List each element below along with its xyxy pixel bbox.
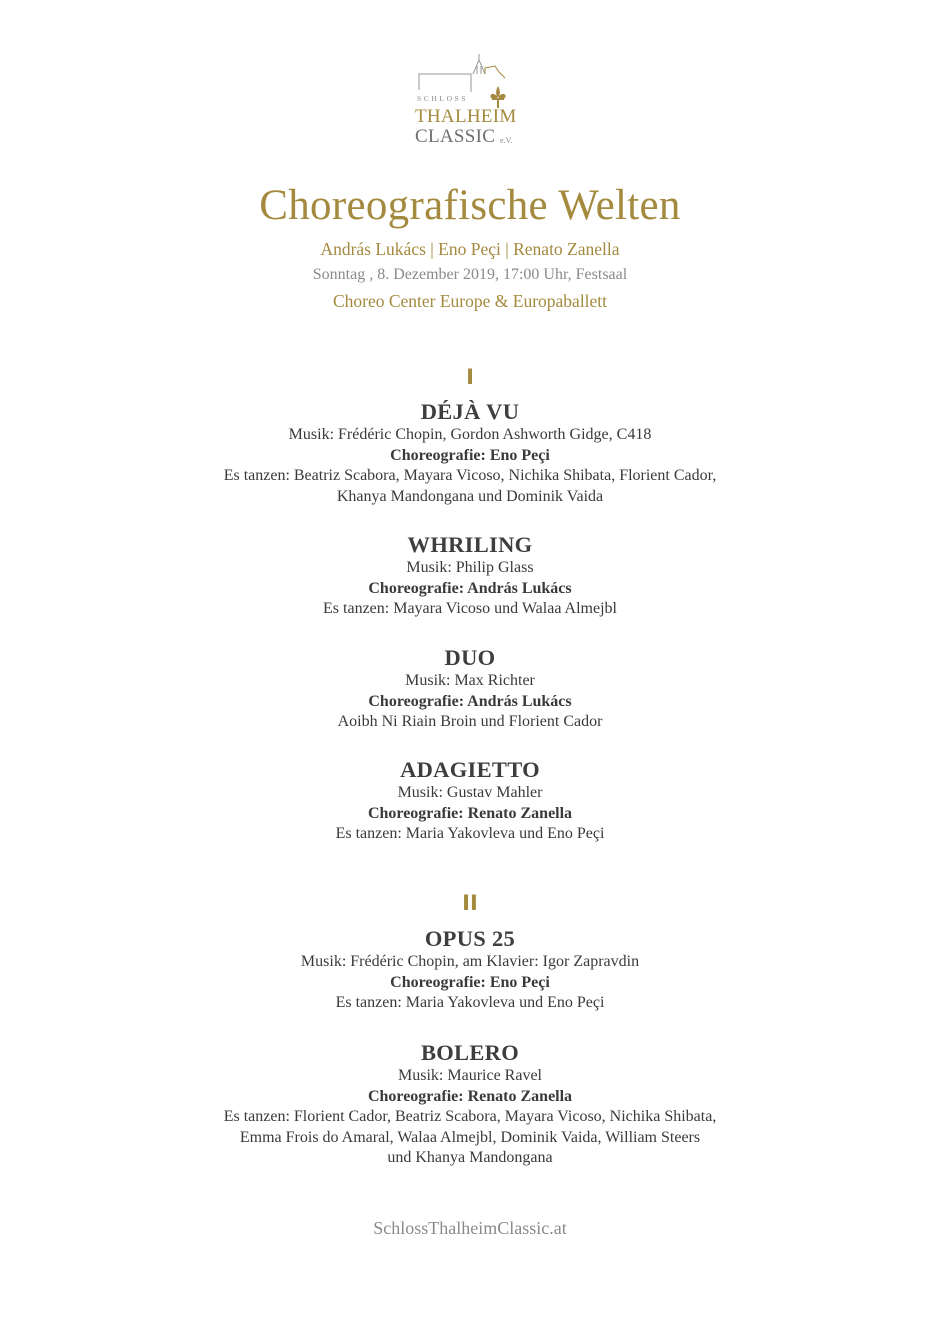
piece-choreography: Choreografie: Eno Peçi [390, 446, 550, 464]
piece-music: Musik: Gustav Mahler [397, 784, 543, 801]
piece-dancers-cont: Khanya Mandongana und Dominik Vaida [336, 487, 604, 505]
piece-bolero [0, 1040, 940, 1169]
schloss-thalheim-logo [413, 52, 523, 152]
logo-small-text: SCHLOSS [417, 94, 469, 103]
page-title: Choreografische Welten [259, 182, 681, 229]
piece-deja-vu [0, 399, 940, 507]
part-numeral-1: I [466, 365, 474, 389]
piece-music: Musik: Maurice Ravel [398, 1067, 542, 1084]
piece-dancers: Aoibh Ni Riain Broin und Florient Cador [337, 713, 603, 730]
piece-music: Musik: Frédéric Chopin, Gordon Ashworth Gidge, C418 [288, 426, 652, 443]
piece-dancers: Es tanzen: Maria Yakovleva und Eno Peçi [335, 825, 605, 842]
piece-title: OPUS 25 [424, 926, 516, 951]
castle-icon [413, 52, 523, 112]
piece-title: ADAGIETTO [400, 757, 540, 782]
piece-choreography: Choreografie: Renato Zanella [367, 1087, 573, 1105]
piece-title: DÉJÀ VU [420, 399, 520, 424]
artists-line: András Lukács | Eno Peçi | Renato Zanella [320, 239, 620, 259]
part-numeral-2: II [462, 891, 478, 915]
piece-dancers-cont: Emma Frois do Amaral, Walaa Almejbl, Dominik Vaida, William Steers [239, 1128, 701, 1146]
piece-opus-25 [0, 926, 940, 1014]
piece-choreography: Choreografie: Renato Zanella [367, 804, 573, 822]
piece-title: BOLERO [420, 1040, 520, 1065]
fleur-de-lis-icon [490, 86, 505, 108]
piece-adagietto [0, 757, 940, 845]
piece-dancers: Es tanzen: Florient Cador, Beatriz Scabora, Mayara Vicoso, Nichika Shibata, [223, 1108, 717, 1125]
piece-whriling [0, 532, 940, 620]
piece-dancers: Es tanzen: Beatriz Scabora, Mayara Vicoso, Nichika Shibata, Florient Cador, [223, 467, 717, 484]
piece-music: Musik: Max Richter [405, 672, 535, 689]
piece-title: WHRILING [407, 532, 533, 557]
company-line: Choreo Center Europe & Europaballett [332, 291, 608, 311]
date-line: Sonntag , 8. Dezember 2019, 17:00 Uhr, Festsaal [312, 266, 628, 283]
piece-choreography: Choreografie: András Lukács [368, 579, 572, 597]
website-link[interactable]: SchlossThalheimClassic.at [373, 1218, 567, 1238]
piece-dancers-cont: und Khanya Mandongana [387, 1149, 553, 1166]
piece-choreography: Choreografie: András Lukács [368, 692, 572, 710]
piece-title: DUO [444, 645, 496, 670]
piece-music: Musik: Frédéric Chopin, am Klavier: Igor Zapravdin [300, 953, 640, 970]
logo-main-text-2: CLASSIC [415, 126, 496, 147]
piece-music: Musik: Philip Glass [406, 559, 534, 576]
piece-dancers: Es tanzen: Mayara Vicoso und Walaa Almejbl [323, 600, 617, 617]
piece-choreography: Choreografie: Eno Peçi [390, 973, 550, 991]
piece-duo [0, 645, 940, 733]
piece-dancers: Es tanzen: Maria Yakovleva und Eno Peçi [335, 994, 605, 1011]
logo-main-text: THALHEIM [415, 106, 517, 127]
logo-suffix: e.V. [500, 136, 513, 145]
